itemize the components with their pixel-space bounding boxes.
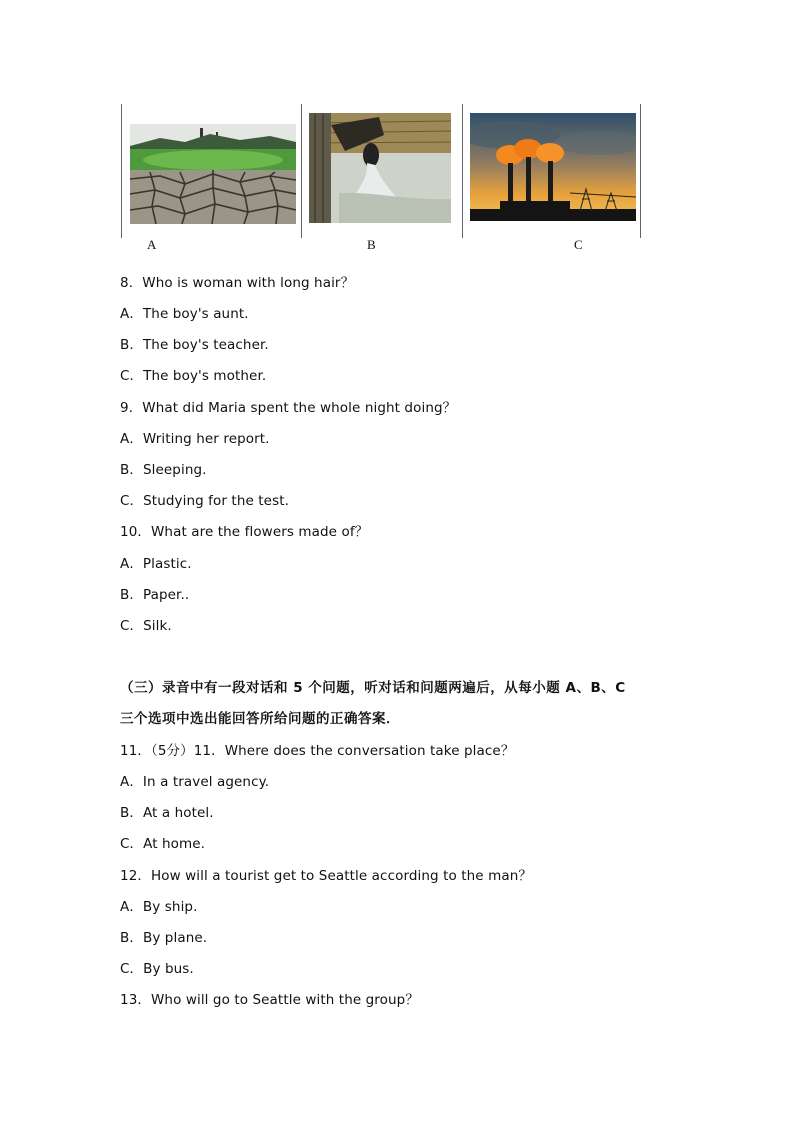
option-9a: A．Writing her report.: [120, 431, 270, 447]
option-11b: B．At a hotel.: [120, 805, 214, 821]
pipe-discharging-water-image: [309, 113, 451, 223]
caption-a: A: [147, 237, 157, 252]
option-12a: A．By ship.: [120, 899, 198, 915]
option-8a: A．The boy's aunt.: [120, 306, 249, 322]
caption-b: B: [367, 237, 376, 252]
picture-options-table: [121, 104, 641, 238]
section-3-instruction-line-2: 三个选项中选出能回答所给问题的正确答案．: [120, 711, 400, 727]
caption-c: C: [574, 237, 583, 252]
table-border: [462, 104, 463, 238]
question-8: 8．Who is woman with long hair？: [120, 275, 355, 291]
question-10: 10．What are the flowers made of？: [120, 524, 369, 540]
question-12: 12．How will a tourist get to Seattle according to the man？: [120, 868, 532, 884]
question-9: 9．What did Maria spent the whole night doing？: [120, 400, 457, 416]
option-12c: C．By bus.: [120, 961, 194, 977]
option-11a: A．In a travel agency.: [120, 774, 270, 790]
option-12b: B．By plane.: [120, 930, 208, 946]
option-11c: C．At home.: [120, 836, 206, 852]
option-10a: A．Plastic.: [120, 556, 192, 572]
question-11: 11．（5分）11．Where does the conversation take place？: [120, 743, 515, 759]
option-8c: C．The boy's mother.: [120, 368, 267, 384]
smoking-chimneys-image: [470, 113, 636, 221]
table-border: [121, 104, 122, 238]
question-13: 13．Who will go to Seattle with the group？: [120, 992, 419, 1008]
option-10c: C．Silk.: [120, 618, 172, 634]
option-9c: C．Studying for the test.: [120, 493, 289, 509]
option-8b: B．The boy's teacher.: [120, 337, 269, 353]
cracked-dry-lake-image: [130, 124, 296, 224]
option-9b: B．Sleeping.: [120, 462, 207, 478]
section-3-instruction-line-1: （三）录音中有一段对话和 5 个问题，听对话和问题两遍后，从每小题 A、B、C: [120, 680, 626, 696]
option-10b: B．Paper..: [120, 587, 190, 603]
table-border: [301, 104, 302, 238]
table-border: [640, 104, 641, 238]
